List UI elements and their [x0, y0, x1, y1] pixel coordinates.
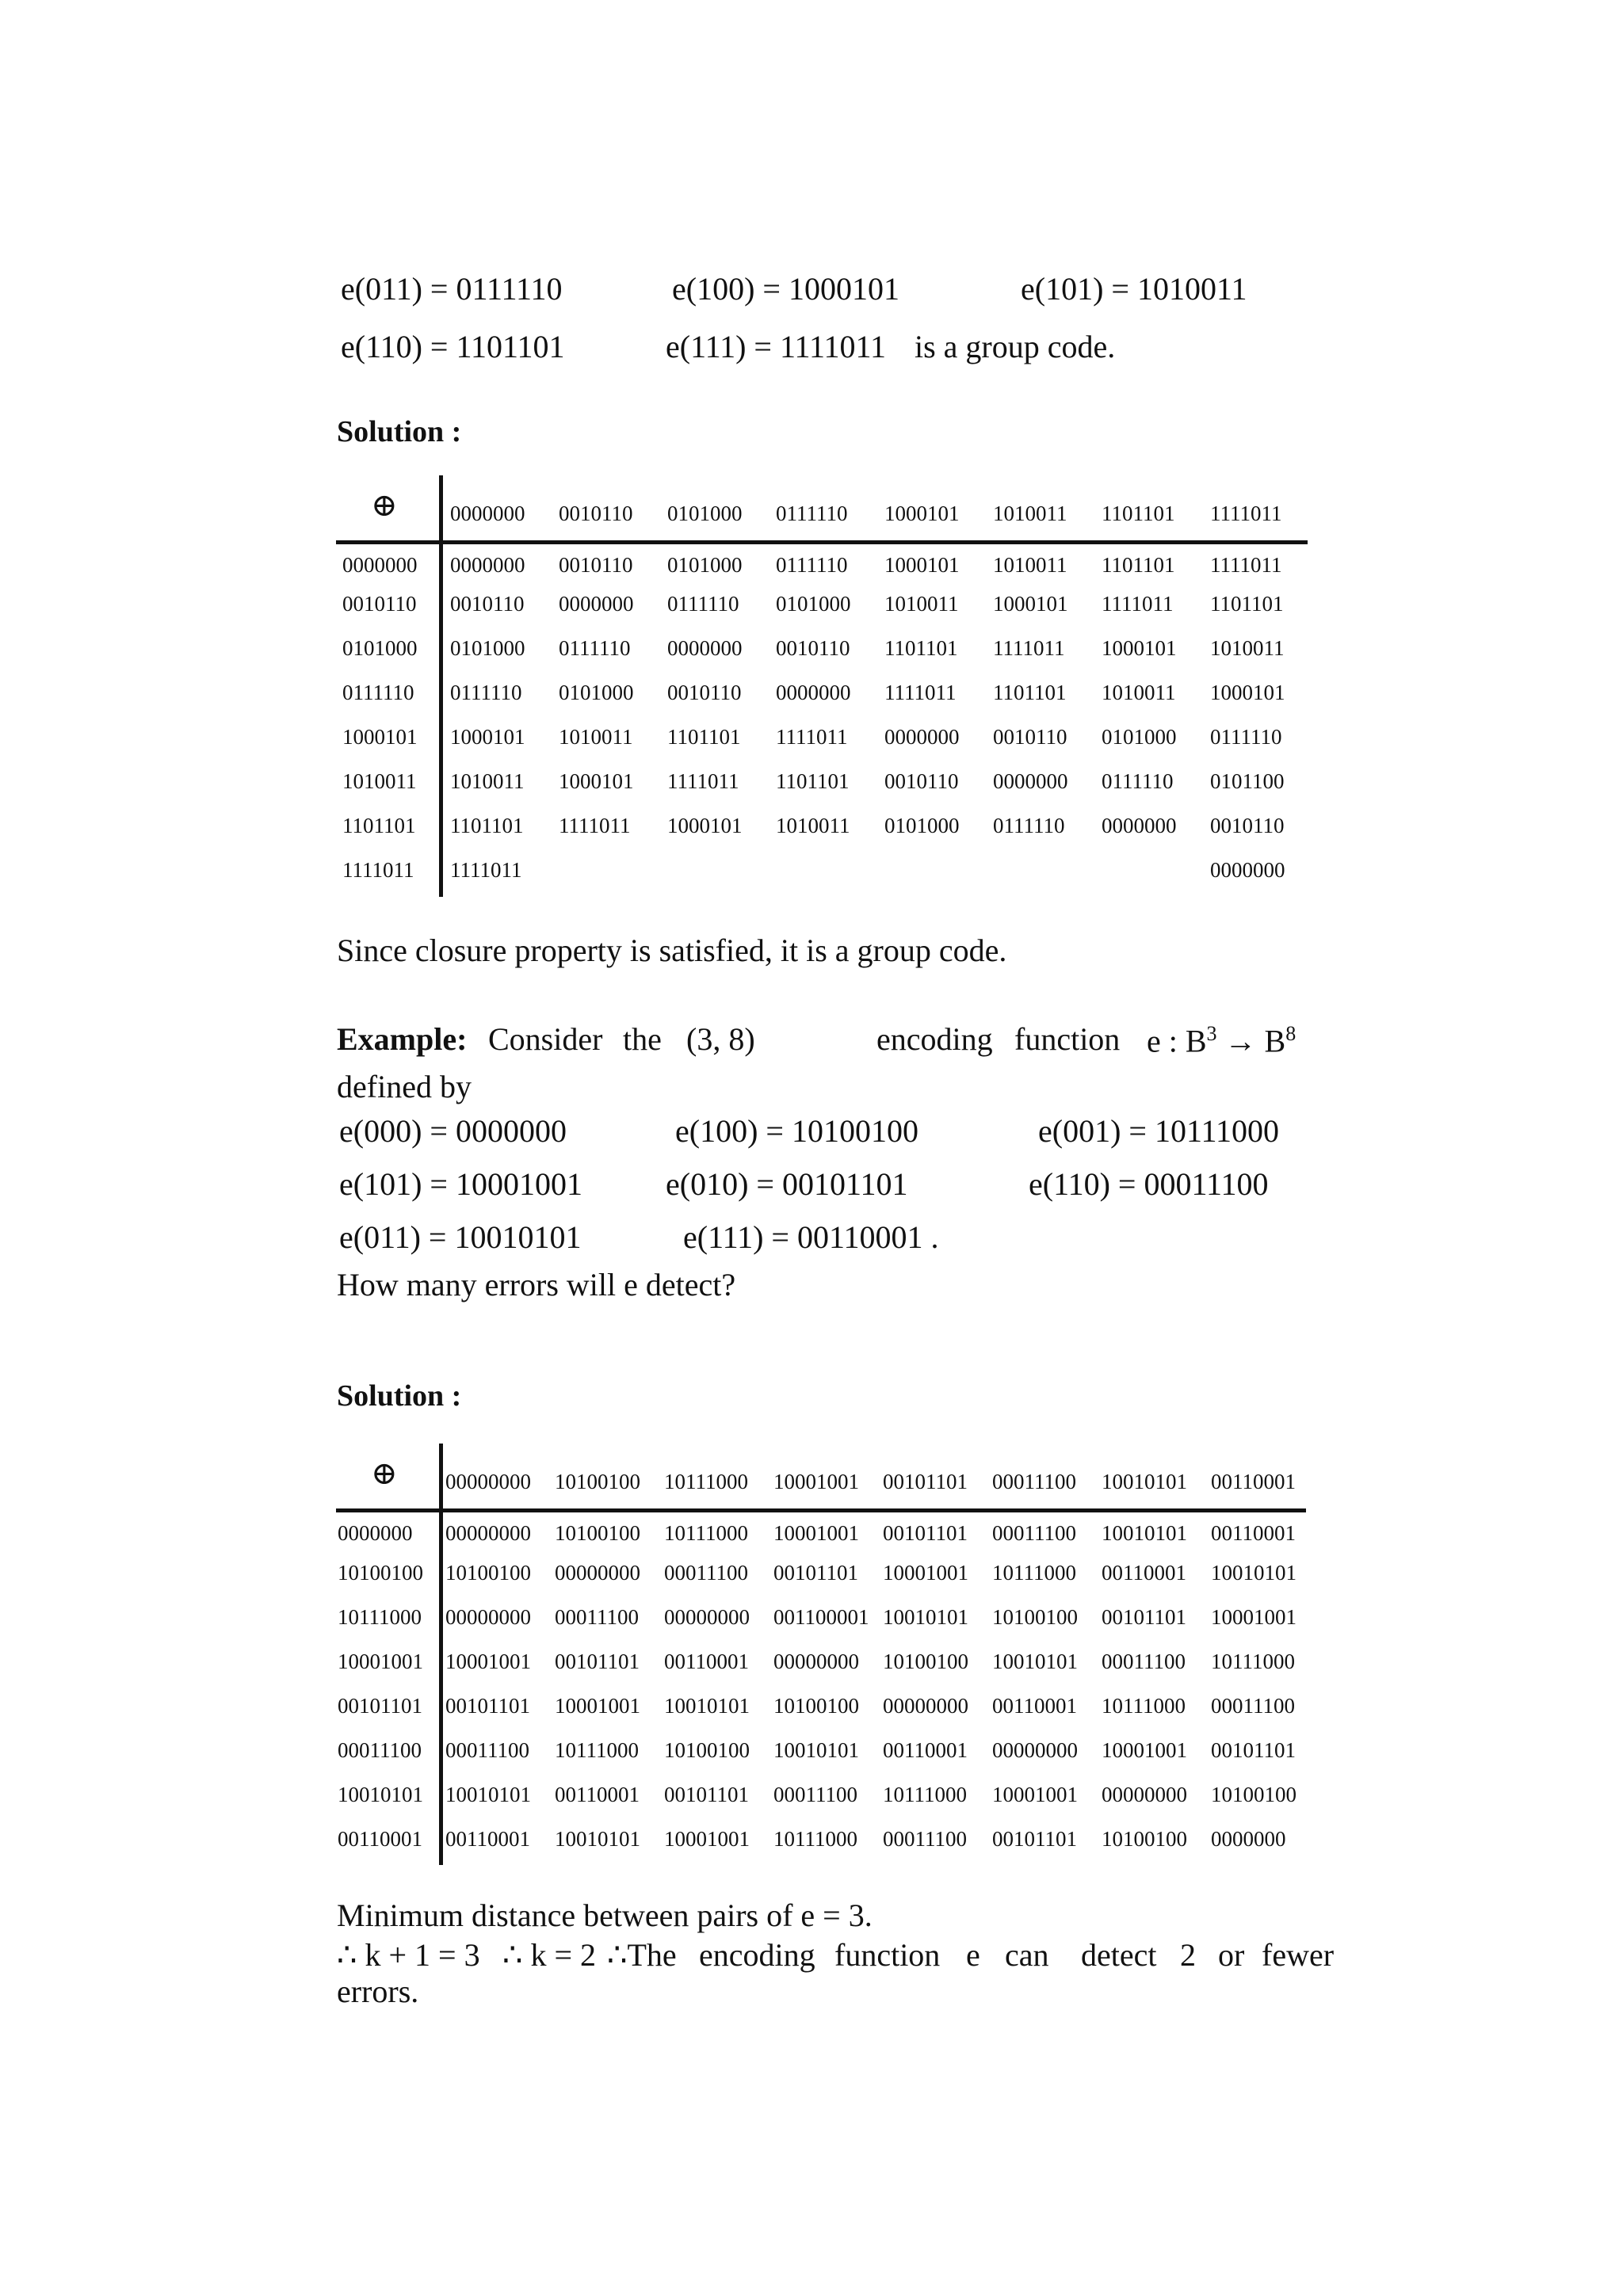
table-cell: 1101101 — [1102, 553, 1175, 577]
row-label: 10001001 — [338, 1650, 423, 1673]
table-cell: 0010110 — [884, 769, 959, 793]
table-cell: 00101101 — [992, 1827, 1077, 1851]
code-line-2-a: e(110) = 1101101 — [341, 329, 565, 364]
table-cell: 10111000 — [992, 1561, 1076, 1585]
column-header: 00011100 — [992, 1470, 1076, 1493]
example-word-consider: Consider — [488, 1021, 603, 1057]
table-cell: 10001001 — [992, 1783, 1078, 1806]
table-1-horizontal-rule — [336, 540, 1308, 544]
column-header: 10010101 — [1102, 1470, 1187, 1493]
code-line-1-a: e(011) = 0111110 — [341, 271, 563, 307]
table-cell: 00000000 — [1102, 1783, 1187, 1806]
table-cell: 10111000 — [555, 1738, 639, 1762]
column-header: 0000000 — [450, 502, 525, 525]
table-cell: 1000101 — [1102, 636, 1177, 660]
row-label: 10010101 — [338, 1783, 423, 1806]
table-cell: 1111011 — [993, 636, 1065, 660]
table-cell: 10111000 — [664, 1521, 748, 1545]
table-cell: 00000000 — [664, 1605, 750, 1629]
example-code-1-b: e(100) = 10100100 — [675, 1113, 918, 1149]
question-text: How many errors will e detect? — [337, 1267, 736, 1302]
row-label: 1101101 — [342, 814, 416, 837]
column-header: 10001001 — [773, 1470, 859, 1493]
table-cell: 1000101 — [559, 769, 634, 793]
table-cell: 00101101 — [555, 1650, 640, 1673]
table-cell: 1101101 — [1210, 592, 1284, 616]
result-6: e — [966, 1937, 980, 1973]
column-header: 0101000 — [667, 502, 743, 525]
table-cell: 0000000 — [450, 553, 525, 577]
row-label: 0000000 — [338, 1521, 413, 1545]
table-cell: 00110001 — [445, 1827, 530, 1851]
example-label: Example: — [337, 1021, 468, 1057]
table-cell: 00101101 — [773, 1561, 858, 1585]
table-cell: 10111000 — [773, 1827, 857, 1851]
group-table-2 — [336, 1444, 1319, 1871]
row-label: 1111011 — [342, 858, 414, 882]
result-5: function — [834, 1937, 941, 1973]
table-cell: 1101101 — [667, 725, 741, 749]
table-1-vertical-rule — [439, 475, 443, 897]
table-cell: 00101101 — [883, 1521, 968, 1545]
table-cell: 1010011 — [1210, 636, 1285, 660]
table-cell: 0010110 — [776, 636, 850, 660]
table-cell: 00000000 — [555, 1561, 640, 1585]
table-cell: 10100100 — [992, 1605, 1078, 1629]
table-cell: 1101101 — [450, 814, 524, 837]
table-cell: 10001001 — [1102, 1738, 1187, 1762]
example-line — [337, 1021, 468, 1057]
mapping-domain-exponent: 3 — [1206, 1022, 1217, 1045]
table-cell: 0101000 — [559, 681, 634, 704]
table-cell: 0000000 — [559, 592, 634, 616]
mapping-arrow: → B — [1216, 1023, 1286, 1059]
table-cell: 00101101 — [664, 1783, 749, 1806]
table-cell: 0010110 — [993, 725, 1067, 749]
table-cell: 0000000 — [1211, 1827, 1286, 1851]
row-label: 00110001 — [338, 1827, 422, 1851]
table-cell: 10010101 — [555, 1827, 640, 1851]
table-cell: 10001001 — [664, 1827, 750, 1851]
column-header: 1000101 — [884, 502, 960, 525]
table-cell: 1000101 — [450, 725, 525, 749]
table-cell: 10001001 — [555, 1694, 640, 1718]
result-3: ∴The — [607, 1937, 677, 1973]
table-cell: 00011100 — [555, 1605, 639, 1629]
table-cell: 00011100 — [773, 1783, 857, 1806]
table-cell: 1000101 — [1210, 681, 1285, 704]
table-cell: 1010011 — [884, 592, 959, 616]
table-cell: 00110001 — [1102, 1561, 1186, 1585]
table-2-horizontal-rule — [336, 1508, 1306, 1512]
defined-by-text: defined by — [337, 1069, 472, 1104]
example-code-1-c: e(001) = 10111000 — [1038, 1113, 1279, 1149]
column-header: 1010011 — [993, 502, 1067, 525]
column-header: 1101101 — [1102, 502, 1175, 525]
example-word-encoding: encoding — [876, 1021, 993, 1057]
table-cell: 10100100 — [555, 1521, 640, 1545]
table-cell: 0111110 — [1102, 769, 1174, 793]
table-cell: 10111000 — [1211, 1650, 1295, 1673]
table-cell: 00110001 — [1211, 1521, 1296, 1545]
table-cell: 0000000 — [1102, 814, 1177, 837]
table-cell: 00000000 — [445, 1605, 531, 1629]
group-table-1 — [336, 475, 1311, 903]
example-word-the: the — [623, 1021, 662, 1057]
conclusion-text-1: Since closure property is satisfied, it is a group code. — [337, 933, 1007, 968]
table-cell: 0010110 — [667, 681, 742, 704]
row-label: 0000000 — [342, 553, 418, 577]
table-cell: 10100100 — [1102, 1827, 1187, 1851]
table-cell: 1010011 — [1102, 681, 1176, 704]
table-cell: 0101000 — [450, 636, 525, 660]
table-cell: 1010011 — [450, 769, 525, 793]
table-cell: 0010110 — [559, 553, 633, 577]
table-cell: 10001001 — [773, 1521, 859, 1545]
example-code-3-a: e(011) = 10010101 — [339, 1219, 582, 1255]
column-header: 00000000 — [445, 1470, 531, 1493]
table-cell: 00000000 — [883, 1694, 968, 1718]
table-cell: 10100100 — [1211, 1783, 1296, 1806]
table-cell: 0000000 — [1210, 858, 1285, 882]
table-cell: 00000000 — [992, 1738, 1078, 1762]
table-cell: 0111110 — [776, 553, 848, 577]
table-cell: 10111000 — [883, 1783, 967, 1806]
table-cell: 10010101 — [1211, 1561, 1296, 1585]
table-cell: 00101101 — [1102, 1605, 1186, 1629]
result-1: ∴ k + 1 = 3 — [337, 1937, 480, 1973]
row-label: 00101101 — [338, 1694, 422, 1718]
table-cell: 1000101 — [884, 553, 960, 577]
table-cell: 1111011 — [884, 681, 957, 704]
mapping-codomain-exponent: 8 — [1285, 1022, 1296, 1045]
code-line-2-c: is a group code. — [915, 329, 1116, 364]
code-line-2-b: e(111) = 1111011 — [666, 329, 887, 364]
table-cell: 00110001 — [883, 1738, 968, 1762]
table-cell: 0101000 — [667, 553, 743, 577]
row-label: 10111000 — [338, 1605, 422, 1629]
table-cell: 10010101 — [773, 1738, 859, 1762]
table-cell: 00101101 — [1211, 1738, 1296, 1762]
table-cell: 0111110 — [667, 592, 739, 616]
table-cell: 0111110 — [450, 681, 522, 704]
result-10: or — [1218, 1937, 1245, 1973]
mapping-domain: e : B — [1147, 1023, 1207, 1059]
row-label: 1000101 — [342, 725, 418, 749]
row-label: 1010011 — [342, 769, 417, 793]
xor-operator-icon: ⊕ — [371, 1455, 398, 1491]
example-code-1-a: e(000) = 0000000 — [339, 1113, 567, 1149]
table-cell: 1010011 — [993, 553, 1067, 577]
result-7: can — [1005, 1937, 1049, 1973]
table-cell: 10010101 — [992, 1650, 1078, 1673]
table-cell: 00011100 — [992, 1521, 1076, 1545]
table-cell: 10010101 — [1102, 1521, 1187, 1545]
table-cell: 10001001 — [445, 1650, 531, 1673]
table-cell: 10010101 — [445, 1783, 531, 1806]
table-cell: 0111110 — [993, 814, 1065, 837]
table-cell: 1010011 — [776, 814, 850, 837]
table-cell: 001100001 — [773, 1605, 869, 1629]
table-cell: 00110001 — [664, 1650, 749, 1673]
table-cell: 10100100 — [664, 1738, 750, 1762]
table-cell: 00101101 — [445, 1694, 530, 1718]
column-header: 00110001 — [1211, 1470, 1296, 1493]
example-pair: (3, 8) — [686, 1021, 755, 1057]
table-cell: 10100100 — [883, 1650, 968, 1673]
table-cell: 00000000 — [773, 1650, 859, 1673]
table-cell: 1000101 — [667, 814, 743, 837]
example-code-3-b: e(111) = 00110001 . — [683, 1219, 939, 1255]
table-cell: 1111011 — [667, 769, 739, 793]
xor-operator-icon: ⊕ — [371, 487, 398, 523]
table-cell: 0111110 — [1210, 725, 1282, 749]
example-code-2-a: e(101) = 10001001 — [339, 1166, 582, 1202]
table-cell: 1111011 — [559, 814, 631, 837]
table-cell: 00000000 — [445, 1521, 531, 1545]
column-header: 10100100 — [555, 1470, 640, 1493]
table-cell: 1111011 — [1210, 553, 1282, 577]
table-cell: 1111011 — [776, 725, 848, 749]
example-word-function: function — [1014, 1021, 1121, 1057]
solution-heading-2: Solution : — [337, 1379, 462, 1413]
result-9: 2 — [1180, 1937, 1196, 1973]
min-distance-text: Minimum distance between pairs of e = 3. — [337, 1897, 873, 1933]
table-cell: 00011100 — [664, 1561, 748, 1585]
table-cell: 00011100 — [1211, 1694, 1295, 1718]
table-2-vertical-rule — [439, 1444, 443, 1865]
table-cell: 00110001 — [555, 1783, 640, 1806]
table-cell: 0101100 — [1210, 769, 1285, 793]
table-cell: 1101101 — [993, 681, 1067, 704]
table-cell: 00110001 — [992, 1694, 1077, 1718]
table-cell: 1111011 — [450, 858, 522, 882]
table-cell: 00011100 — [445, 1738, 529, 1762]
code-line-1-b: e(100) = 1000101 — [672, 271, 899, 307]
table-cell: 0000000 — [776, 681, 851, 704]
table-cell: 00011100 — [1102, 1650, 1186, 1673]
table-cell: 1000101 — [993, 592, 1068, 616]
table-cell: 0000000 — [884, 725, 960, 749]
table-cell: 0101000 — [776, 592, 851, 616]
table-cell: 10111000 — [1102, 1694, 1186, 1718]
table-cell: 0101000 — [884, 814, 960, 837]
table-cell: 0000000 — [667, 636, 743, 660]
table-cell: 1010011 — [559, 725, 633, 749]
table-cell: 0010110 — [450, 592, 525, 616]
row-label: 0010110 — [342, 592, 417, 616]
table-cell: 0111110 — [559, 636, 631, 660]
column-header: 0010110 — [559, 502, 633, 525]
row-label: 10100100 — [338, 1561, 423, 1585]
table-cell: 0101000 — [1102, 725, 1177, 749]
row-label: 0101000 — [342, 636, 418, 660]
table-cell: 10100100 — [773, 1694, 859, 1718]
table-cell: 0000000 — [993, 769, 1068, 793]
example-mapping — [1147, 1024, 1296, 1057]
row-label: 0111110 — [342, 681, 414, 704]
table-cell: 10001001 — [1211, 1605, 1296, 1629]
example-code-2-c: e(110) = 00011100 — [1029, 1166, 1269, 1202]
table-cell: 1101101 — [884, 636, 958, 660]
table-cell: 00011100 — [883, 1827, 967, 1851]
table-cell: 1101101 — [776, 769, 850, 793]
row-label: 00011100 — [338, 1738, 422, 1762]
table-cell: 10010101 — [883, 1605, 968, 1629]
column-header: 0111110 — [776, 502, 848, 525]
table-cell: 10001001 — [883, 1561, 968, 1585]
table-cell: 1111011 — [1102, 592, 1174, 616]
example-code-2-b: e(010) = 00101101 — [666, 1166, 908, 1202]
result-2: ∴ k = 2 — [502, 1937, 597, 1973]
result-11: fewer — [1262, 1937, 1335, 1973]
table-cell: 10100100 — [445, 1561, 531, 1585]
result-8: detect — [1081, 1937, 1157, 1973]
result-line-2: errors. — [337, 1974, 419, 2009]
code-line-1-c: e(101) = 1010011 — [1021, 271, 1247, 307]
column-header: 00101101 — [883, 1470, 968, 1493]
column-header: 10111000 — [664, 1470, 748, 1493]
table-cell: 0010110 — [1210, 814, 1285, 837]
result-4: encoding — [699, 1937, 815, 1973]
table-cell: 10010101 — [664, 1694, 750, 1718]
column-header: 1111011 — [1210, 502, 1282, 525]
solution-heading-1: Solution : — [337, 415, 462, 448]
